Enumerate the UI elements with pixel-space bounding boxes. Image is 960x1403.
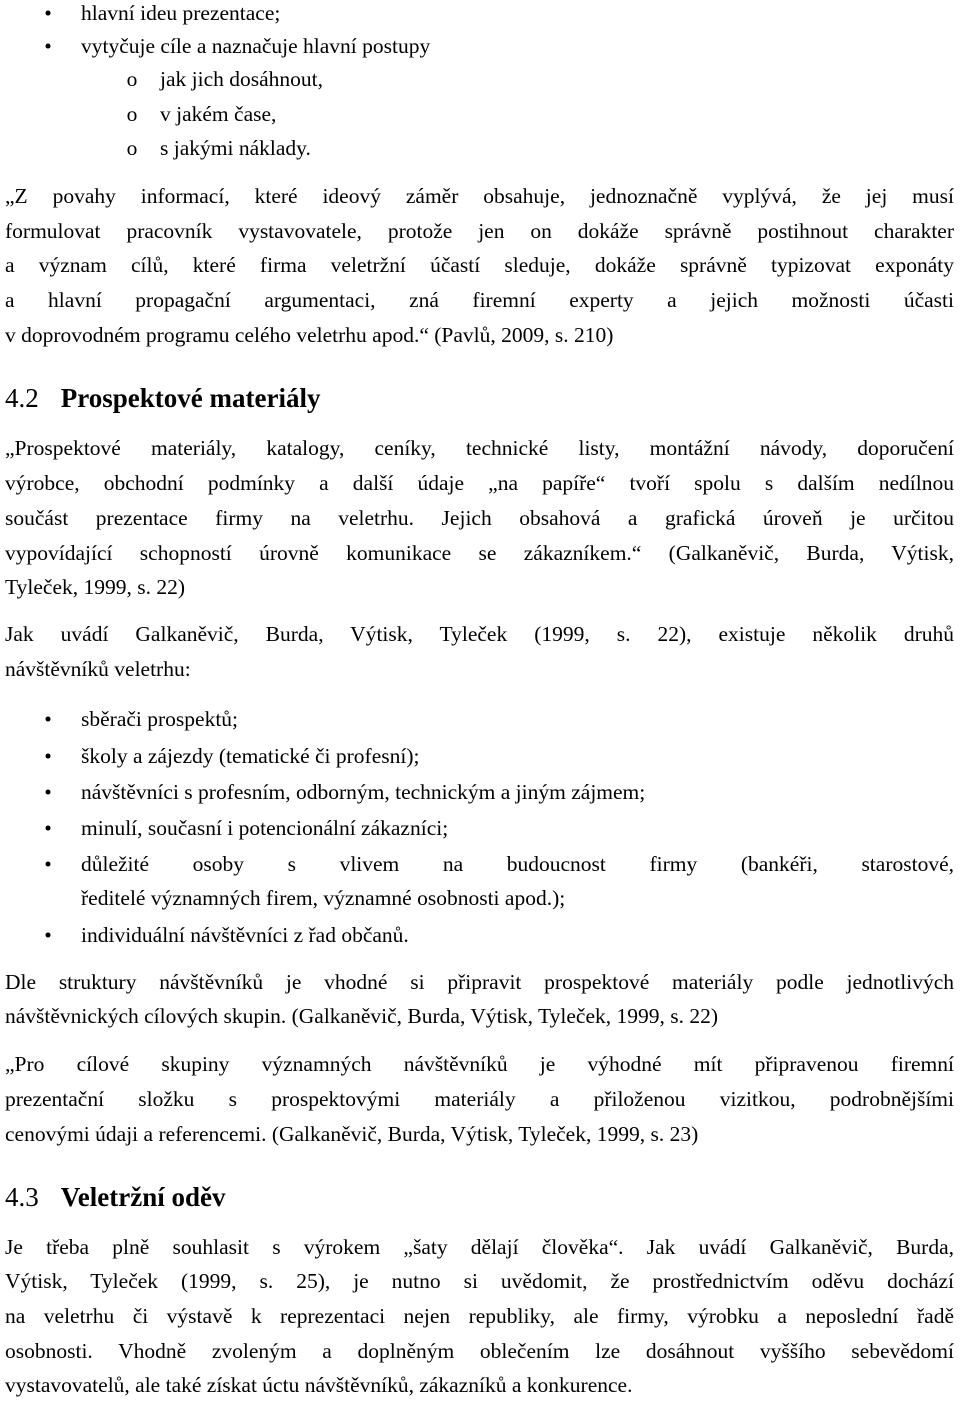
bullet-glyph: •	[44, 707, 52, 731]
section-title: Veletržní oděv	[60, 1182, 226, 1212]
sub-bullet-glyph: o	[126, 102, 138, 126]
paragraph-line: Dle struktury návštěvníků je vhodné si připravit prospektové materiály podle jednotlivých	[5, 970, 954, 994]
quote-line: „Z povahy informací, které ideový záměr obsahuje, jednoznačně vyplývá, že jej musí	[5, 184, 954, 208]
paragraph-line: návštěvnických cílových skupin. (Galkaněvič, Burda, Výtisk, Tyleček, 1999, s. 22)	[5, 1004, 719, 1028]
section-number: 4.2	[5, 383, 39, 413]
bullet-glyph: •	[44, 816, 52, 840]
paragraph-line: osobnosti. Vhodně zvoleným a doplněným oblečením lze dosáhnout vyššího sebevědomí	[5, 1339, 954, 1363]
list-item: individuální návštěvníci z řad občanů.	[81, 923, 409, 947]
quote-line: cenovými údaji a referencemi. (Galkaněvič, Burda, Výtisk, Tyleček, 1999, s. 23)	[5, 1122, 699, 1146]
sub-bullet-glyph: o	[126, 67, 138, 91]
section-number: 4.3	[5, 1182, 39, 1212]
section-heading-4-2	[5, 381, 320, 415]
paragraph-line: Jak uvádí Galkaněvič, Burda, Výtisk, Tyleček (1999, s. 22), existuje několik druhů	[5, 622, 954, 646]
list-item: vytyčuje cíle a naznačuje hlavní postupy	[81, 34, 431, 58]
list-item: školy a zájezdy (tematické či profesní);	[81, 744, 420, 768]
quote-line: a význam cílů, které firma veletržní účastí sleduje, dokáže správně typizovat exponáty	[5, 253, 954, 277]
list-item: minulí, současní i potencionální zákazníci;	[81, 816, 449, 840]
sub-list-item: s jakými náklady.	[160, 136, 311, 160]
bullet-glyph: •	[44, 34, 52, 58]
quote-line: vypovídající schopností úrovně komunikace se zákazníkem.“ (Galkaněvič, Burda, Výtisk,	[5, 541, 954, 565]
list-item-continuation: ředitelé významných firem, významné osobnosti apod.);	[81, 886, 566, 910]
list-item: sběrači prospektů;	[81, 707, 239, 731]
paragraph-line: vystavovatelů, ale také získat úctu návštěvníků, zákazníků a konkurence.	[5, 1373, 633, 1397]
bullet-glyph: •	[44, 923, 52, 947]
list-item: návštěvníci s profesním, odborným, technickým a jiným zájmem;	[81, 780, 646, 804]
list-item: hlavní ideu prezentace;	[81, 1, 281, 25]
section-heading-4-3	[5, 1180, 225, 1214]
paragraph-line: Výtisk, Tyleček (1999, s. 25), je nutno si uvědomit, že prostřednictvím oděvu dochází	[5, 1269, 954, 1293]
quote-line: „Prospektové materiály, katalogy, ceníky, technické listy, montážní návody, doporučení	[5, 436, 954, 460]
bullet-glyph: •	[44, 780, 52, 804]
quote-line: součást prezentace firmy na veletrhu. Jejich obsahová a grafická úroveň je určitou	[5, 506, 954, 530]
bullet-glyph: •	[44, 1, 52, 25]
quote-line: „Pro cílové skupiny významných návštěvníků je výhodné mít připravenou firemní	[5, 1052, 954, 1076]
quote-line: formulovat pracovník vystavovatele, protože jen on dokáže správně postihnout charakter	[5, 219, 954, 243]
list-item: důležité osoby s vlivem na budoucnost firmy (bankéři, starostové,	[81, 852, 954, 876]
quote-line: prezentační složku s prospektovými materiály a přiloženou vizitkou, podrobnějšími	[5, 1087, 954, 1111]
quote-line: Tyleček, 1999, s. 22)	[5, 575, 186, 599]
quote-line: a hlavní propagační argumentaci, zná firemní experty a jejich možnosti účasti	[5, 288, 954, 312]
sub-list-item: jak jich dosáhnout,	[160, 67, 324, 91]
paragraph-line: na veletrhu či výstavě k reprezentaci nejen republiky, ale firmy, výrobku a neposlední řadě	[5, 1304, 954, 1328]
bullet-glyph: •	[44, 852, 52, 876]
sub-bullet-glyph: o	[126, 136, 138, 160]
paragraph-line: Je třeba plně souhlasit s výrokem „šaty dělají člověka“. Jak uvádí Galkaněvič, Burda,	[5, 1235, 954, 1259]
bullet-glyph: •	[44, 744, 52, 768]
section-title: Prospektové materiály	[60, 383, 321, 413]
quote-line: výrobce, obchodní podmínky a další údaje „na papíře“ tvoří spolu s dalším nedílnou	[5, 471, 954, 495]
quote-line: v doprovodném programu celého veletrhu apod.“ (Pavlů, 2009, s. 210)	[5, 323, 614, 347]
paragraph-line: návštěvníků veletrhu:	[5, 657, 191, 681]
sub-list-item: v jakém čase,	[160, 102, 277, 126]
